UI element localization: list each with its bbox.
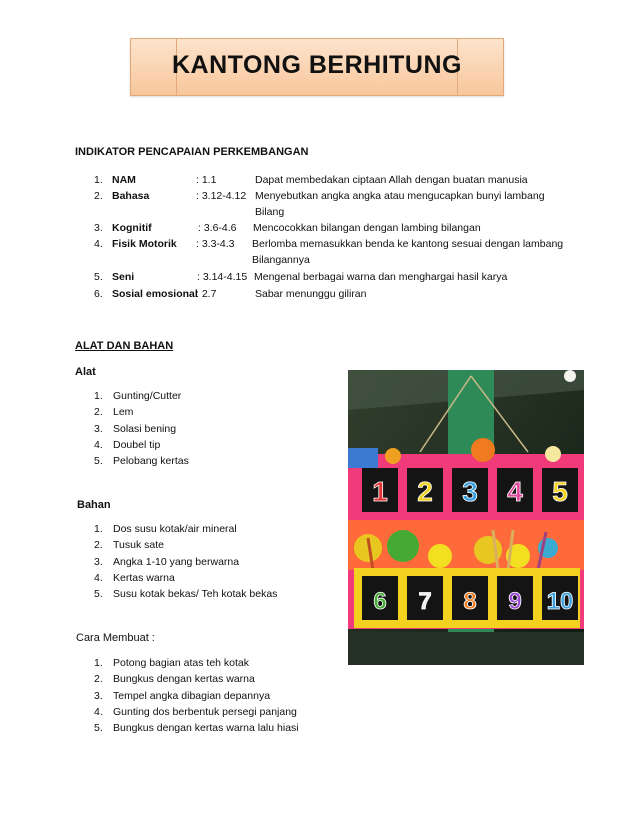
list-text: Angka 1-10 yang berwarna [113, 555, 240, 568]
indikator-number: 4. [94, 238, 103, 250]
indikator-number: 6. [94, 288, 103, 300]
indikator-number: 5. [94, 271, 103, 283]
cara-step [94, 706, 297, 718]
list-number: 2. [94, 406, 103, 419]
indikator-description-cont: Bilang [255, 206, 285, 218]
indikator-description: Mencocokkan bilangan dengan lambing bilangan [253, 222, 481, 234]
alat-item [94, 455, 189, 467]
indikator-description: Sabar menunggu giliran [255, 288, 367, 300]
list-number: 2. [94, 673, 103, 686]
indikator-aspect: Seni [112, 271, 135, 283]
indikator-number: 2. [94, 190, 103, 202]
list-number: 3. [94, 555, 103, 568]
list-number: 4. [94, 705, 103, 718]
indikator-code: : 1.1 [196, 174, 217, 186]
list-text: Bungkus dengan kertas warna lalu hiasi [113, 722, 299, 735]
alat-item [94, 423, 176, 435]
pocket-number: 9 [508, 588, 522, 615]
pocket-number: 3 [462, 476, 478, 507]
indikator-code: : 2.7 [196, 288, 217, 300]
bahan-item [94, 539, 164, 551]
bahan-item [94, 572, 175, 584]
alat-heading: Alat [75, 366, 96, 378]
indikator-description-cont: Bilangannya [252, 254, 310, 266]
indikator-aspect: NAM [112, 174, 136, 186]
pocket-number: 5 [552, 476, 568, 507]
indikator-number: 1. [94, 174, 103, 186]
pocket-number: 1 [372, 476, 388, 507]
list-text: Susu kotak bekas/ Teh kotak bekas [113, 588, 278, 601]
list-text: Doubel tip [113, 438, 161, 451]
list-number: 1. [94, 657, 103, 669]
indikator-description: Mengenal berbagai warna dan menghargai hasil karya [254, 271, 508, 283]
indikator-description: Menyebutkan angka angka atau mengucapkan bunyi lambang [255, 190, 545, 202]
list-text: Lem [113, 406, 134, 419]
list-number: 5. [94, 455, 103, 468]
list-number: 3. [94, 689, 103, 702]
bahan-item [94, 556, 239, 568]
indikator-code: : 3.6-4.6 [198, 222, 237, 234]
bahan-item [94, 523, 237, 535]
title-box [130, 38, 504, 96]
alat-item [94, 406, 133, 418]
pocket-number: 4 [507, 476, 523, 507]
list-text: Potong bagian atas teh kotak [113, 657, 250, 669]
indikator-code: : 3.14-4.15 [197, 271, 248, 283]
indikator-aspect: Fisik Motorik [112, 238, 177, 250]
list-text: Tempel angka dibagian depannya [113, 689, 271, 702]
list-number: 3. [94, 422, 103, 435]
list-number: 4. [94, 571, 103, 584]
indikator-code: : 3.12-4.12 [196, 190, 247, 202]
cara-step [94, 722, 299, 734]
pocket-number: 8 [463, 588, 477, 615]
cara-step [94, 657, 249, 669]
indikator-aspect: Bahasa [112, 190, 150, 202]
alat-item [94, 439, 160, 451]
list-text: Tusuk sate [113, 539, 164, 552]
cara-heading: Cara Membuat : [76, 632, 155, 644]
bahan-heading: Bahan [77, 499, 111, 511]
alat-bahan-heading: ALAT DAN BAHAN [75, 340, 174, 352]
indikator-number: 3. [94, 222, 103, 234]
bahan-item [94, 588, 277, 600]
cara-step [94, 673, 255, 685]
pocket-number: 7 [418, 588, 432, 615]
cara-step [94, 690, 270, 702]
list-number: 5. [94, 722, 103, 735]
indikator-code: : 3.3-4.3 [196, 238, 235, 250]
list-text: Solasi bening [113, 422, 177, 435]
list-text: Kertas warna [113, 571, 175, 584]
pocket-number: 2 [417, 476, 433, 507]
list-number: 1. [94, 390, 103, 402]
list-number: 1. [94, 523, 103, 535]
list-number: 2. [94, 539, 103, 552]
list-text: Pelobang kertas [113, 455, 189, 468]
kantong-berhitung-photo [348, 370, 584, 665]
indikator-aspect: Sosial emosional [112, 288, 198, 300]
bottom-pockets [362, 576, 578, 620]
indikator-description: Berlomba memasukkan benda ke kantong sesuai dengan lambang [252, 238, 564, 250]
pocket-number: 6 [373, 588, 387, 615]
page-title: KANTONG BERHITUNG [172, 51, 462, 79]
list-number: 4. [94, 438, 103, 451]
photo-illustration [348, 370, 584, 665]
pocket-number: 10 [546, 588, 574, 615]
list-text: Bungkus dengan kertas warna [113, 673, 255, 686]
top-pockets [362, 468, 578, 512]
indikator-heading: INDIKATOR PENCAPAIAN PERKEMBANGAN [75, 146, 309, 158]
alat-item [94, 390, 181, 402]
list-text: Gunting/Cutter [113, 390, 182, 402]
list-text: Gunting dos berbentuk persegi panjang [113, 705, 297, 718]
indikator-aspect: Kognitif [112, 222, 152, 234]
indikator-description: Dapat membedakan ciptaan Allah dengan buatan manusia [255, 174, 528, 186]
list-number: 5. [94, 588, 103, 601]
list-text: Dos susu kotak/air mineral [113, 523, 237, 535]
